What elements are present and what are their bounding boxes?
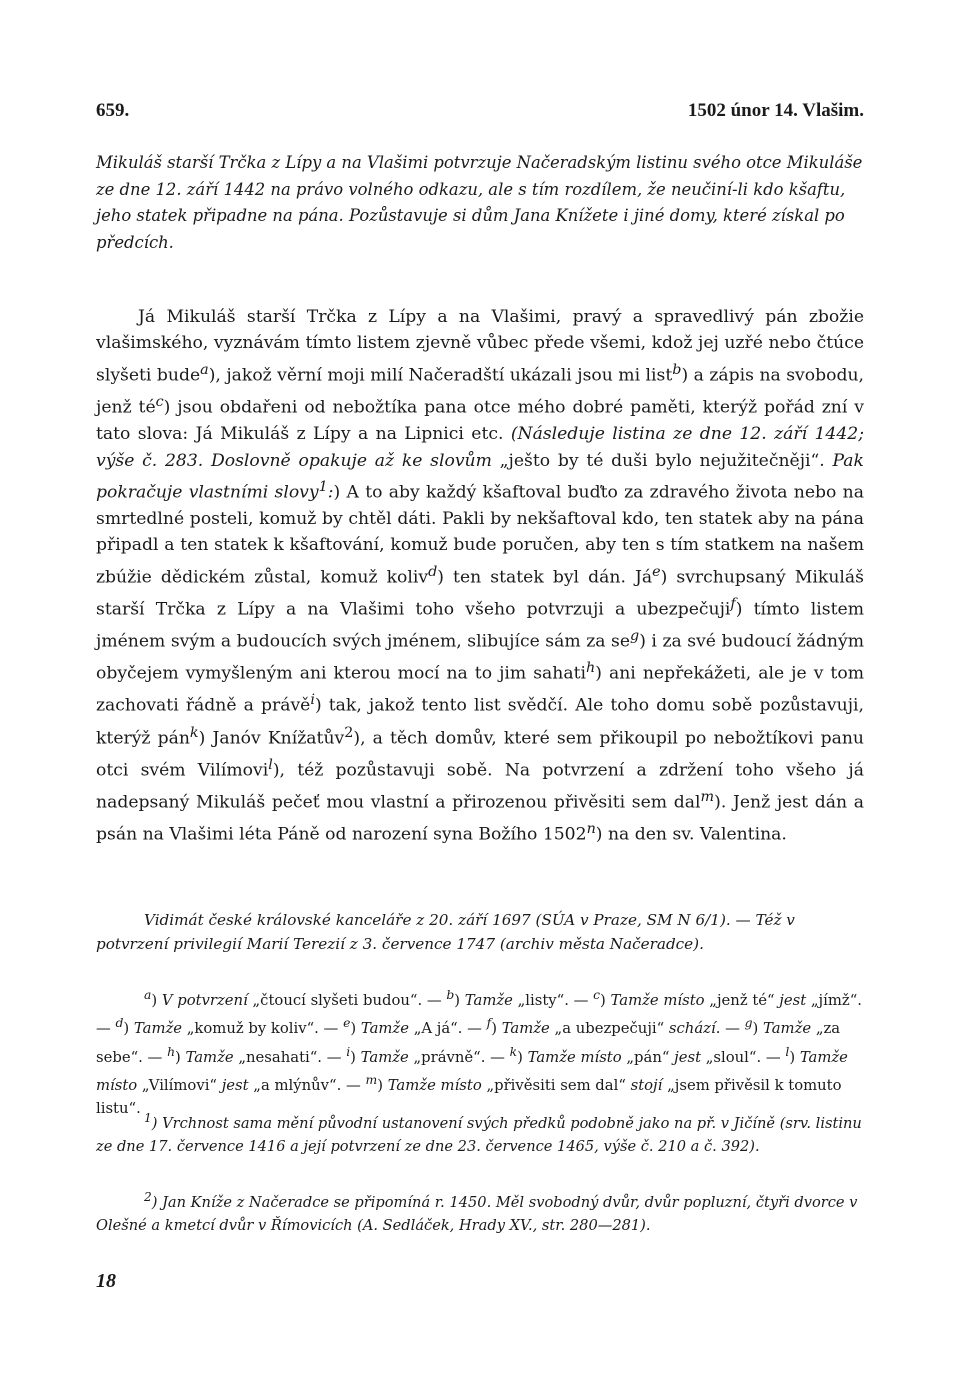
note-marker: m [700, 788, 715, 805]
text-run: ), a těch domův, které sem přikoupil po nebožtíkovi panu otci svém Vilímovi [96, 728, 864, 781]
note-text: „právně“. — [408, 1048, 510, 1066]
note-text: Tamže [185, 1048, 234, 1066]
note-marker: h [167, 1044, 176, 1059]
note-text: ) [789, 1048, 800, 1066]
note-text: „jímž“. — [96, 991, 862, 1038]
note-text: Tamže místo [96, 1048, 848, 1094]
footnote-marker: 1 [318, 478, 328, 495]
footnote-marker: 1 [144, 1111, 152, 1125]
note-marker: h [586, 660, 596, 677]
note-text: jest [221, 1076, 249, 1094]
regest-summary: Mikuláš starší Trčka z Lípy a na Vlašimi potvrzuje Načeradským listinu svého otce Mikuláše ze dne 12. září 1442 na právo volného odkazu, ale s tím rozdílem, že neučiní-li kdo kšaftu, jeho statek připadne na pána. Pozůstavuje si dům Jana Knížete i jiné domy, které získal po předcích. [96, 153, 863, 252]
note-text: . — [715, 1020, 745, 1038]
note-text: „za sebe“. — [96, 1020, 841, 1066]
text-run: ) jsou obdařeni od nebožtíka pana otce mého dobré paměti, kterýž pořád zní v tato slova: Já Mikuláš z Lípy a na Lipnici etc. [96, 397, 865, 445]
note-text: Tamže [763, 1020, 812, 1038]
editorial-note: Pak pokračuje vlastními slovy [96, 450, 864, 503]
note-marker: a [200, 361, 209, 378]
note-text: „a ubezpečuji“ [549, 1020, 669, 1038]
note-text: jest [674, 1048, 702, 1066]
text-run: ) i za své budoucí žádným obyčejem vymyšleným ani kterou mocí na to jim sahati [96, 631, 864, 685]
footnote-1 [96, 1107, 864, 1159]
note-text: Tamže [501, 1020, 550, 1038]
text-run: ) ani nepřekážeti, ale je v tom zachovati řádně a právě [96, 664, 864, 717]
text-run: ) svrchupsaný Mikuláš starší Trčka z Lípy a na Vlašimi toho všeho potvrzuji a ubezpečuji [96, 567, 864, 620]
textual-notes [96, 984, 864, 1121]
note-text: „Vilímovi“ [137, 1076, 222, 1094]
note-marker: k [189, 724, 199, 741]
note-marker: e [652, 563, 661, 580]
text-run: ) ten statek byl dán. Já [437, 567, 653, 588]
text-run: „ješto by té duši bylo nejužitečněji“. [491, 450, 833, 471]
note-text: ) [123, 1020, 134, 1038]
note-marker: f [730, 596, 736, 612]
page-number: 18 [96, 1270, 116, 1292]
source-note: Vidimát české královské kanceláře z 20. září 1697 (SÚA v Praze, SM N 6/1). — Též v potvrzení privilegií Marií Terezií z 3. července 1747 (archiv města Načeradce). [96, 911, 795, 953]
note-marker: i [310, 692, 315, 709]
text-run: Já Mikuláš starší Trčka z Lípy a na Vlašimi, pravý a spravedlivý pán zbožie vlašimského, vyznávám tímto listem zjevně vůbec přede všemi, kdož jej uzřé nebo čtúce slyšeti bude [96, 307, 864, 386]
text-run: ). Jenž jest dán a psán na Vlašimi léta Páně od narození syna Božího 1502 [96, 792, 864, 845]
text-run: ) Janóv Knížatův [198, 728, 345, 749]
note-text: Tamže místo [527, 1048, 622, 1066]
note-text: „listy“. — [512, 991, 594, 1009]
note-text: „přivěsiti sem dal“ [481, 1076, 631, 1094]
text-run: ) na den sv. Valentina. [595, 824, 787, 845]
text-run: ), jakož věrní moji milí Načeradští ukázali jsou mi list [208, 365, 673, 386]
note-text: stojí [630, 1076, 663, 1094]
document-number: 659. [96, 100, 130, 121]
note-text: „jsem přivěsil k tomuto listu“. [96, 1076, 842, 1118]
note-marker: i [346, 1044, 351, 1059]
note-text: Tamže [360, 1020, 409, 1038]
note-marker: b [672, 361, 682, 378]
note-marker: a [144, 988, 152, 1002]
note-marker: b [446, 988, 455, 1002]
footnote-2 [96, 1186, 864, 1238]
note-text: Tamže místo [610, 991, 705, 1009]
note-text: „jenž té“ [704, 991, 780, 1009]
note-text: ) [752, 1020, 763, 1038]
note-marker: e [343, 1016, 351, 1031]
note-marker: k [509, 1044, 518, 1059]
note-text: ) [377, 1076, 388, 1094]
note-text: ) [600, 991, 611, 1009]
note-marker: g [744, 1016, 753, 1031]
note-text: ) [517, 1048, 528, 1066]
note-text: ) [350, 1048, 361, 1066]
note-text: Tamže [464, 991, 513, 1009]
note-text: „nesahati“. — [233, 1048, 347, 1066]
note-text: „sloul“. — [701, 1048, 786, 1066]
text-run: ) A to aby každý kšaftoval buďto za zdravého života nebo na smrtedlné posteli, komuž by chtěl dáti. Pakli by nekšaftoval kdo, ten statek aby na pána připadl a ten statek k kšaftování, komuž bude poručen, aby ten s tím statkem na našem zbúžie dědickém zůstal, komuž koliv [96, 482, 864, 588]
note-text: jest [779, 991, 807, 1009]
document-date-place: 1502 únor 14. Vlašim. [687, 100, 864, 121]
note-text: ) [175, 1048, 186, 1066]
note-marker: g [630, 628, 640, 645]
note-marker: d [428, 563, 438, 580]
note-text: „A já“. — [408, 1020, 487, 1038]
note-marker: n [586, 820, 596, 837]
note-marker: l [785, 1044, 790, 1059]
note-text: schází [668, 1020, 716, 1038]
text-run: ), též pozůstavuji sobě. Na potvrzení a zdržení toho všeho já nadepsaný Mikuláš pečeť mou vlastní a přirozenou přivěsiti sem dal [96, 760, 864, 813]
editorial-note: (Následuje listina ze dne 12. září 1442; výše č. 283. Doslovně opakuje až ke slovům [96, 424, 864, 471]
note-marker: c [593, 988, 601, 1002]
note-text: V potvrzení [161, 991, 248, 1009]
note-text: „pán“ [621, 1048, 675, 1066]
note-text: ) [350, 1020, 361, 1038]
note-marker: m [365, 1072, 378, 1087]
note-text: ) [151, 991, 162, 1009]
editorial-note: : [327, 482, 334, 503]
footnote-text: ) Jan Kníže z Načeradce se připomíná r. 1450. Měl svobodný dvůr, dvůr popluzní, čtyři dvorce v Olešné a kmetcí dvůr v Římovicích (A. Sedláček, Hrady XV., str. 280—281). [96, 1193, 858, 1235]
text-run: ) a zápis na svobodu, jenž té [96, 365, 864, 418]
page-header [96, 100, 864, 130]
footnote-marker: 2 [144, 1190, 152, 1204]
note-marker: l [268, 756, 273, 773]
note-text: Tamže [133, 1020, 183, 1038]
note-text: „a mlýnův“. — [248, 1076, 366, 1094]
footnote-text: ) Vrchnost sama mění původní ustanovení svých předků podobně jako na př. v Jičíně (srv. listinu ze dne 17. července 1416 a její potvrzení ze dne 23. července 1465, výše č. 210 a č. 392). [96, 1114, 862, 1156]
note-text: Tamže místo [387, 1076, 482, 1094]
note-text: „komuž by koliv“. — [182, 1020, 344, 1038]
text-run: ) tímto listem jménem svým a budoucích svých jménem, slibujíce sám za se [96, 599, 864, 652]
note-text: ) [491, 1020, 502, 1038]
note-marker: c [155, 393, 164, 410]
footnote-marker: 2 [344, 724, 354, 741]
text-run: ) tak, jakož tento list svědčí. Ale toho domu sobě pozůstavuji, kterýž pán [96, 696, 864, 749]
charter-text [96, 304, 864, 848]
note-marker: f [486, 1016, 492, 1031]
note-text: ) [454, 991, 465, 1009]
note-marker: d [115, 1016, 124, 1031]
note-text: „čtoucí slyšeti budou“. — [247, 991, 447, 1009]
note-text: Tamže [360, 1048, 409, 1066]
